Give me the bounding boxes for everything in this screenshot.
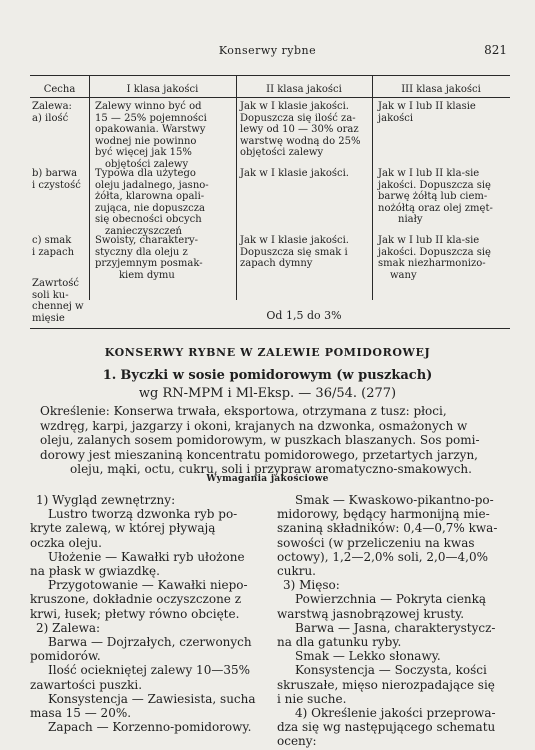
table-col-divider-3 [372, 75, 373, 300]
table-row-taste-feature [32, 235, 88, 258]
column-line: cukru. [277, 564, 316, 579]
product-title [0, 368, 535, 383]
column-line: warstwą jasnobrązowej krusty. [277, 606, 465, 621]
column-line: oceny: [277, 734, 317, 749]
product-number: 1. [102, 368, 117, 383]
feature-line: b) barwa [32, 168, 78, 179]
cell-line: Jak w I klasie jakości. [240, 168, 349, 179]
cell-line: barwę żółtą lub ciem- [378, 191, 488, 202]
definition-line: wzdręg, karpi, jazgarzy i okoni, krajanych na dzwonka, osmażonych w [40, 418, 468, 433]
column-line: masa 15 — 20%. [30, 706, 132, 721]
cell-line: Jak w I lub II kla-sie [378, 168, 480, 179]
column-line: midorowy, będący harmonijną mie- [277, 507, 490, 522]
definition-paragraph [40, 404, 502, 477]
cell-line: objętości zalewy [105, 158, 189, 170]
column-line: na dla gatunku ryby. [277, 635, 402, 650]
table-header-class-2: II klasa jakości [266, 84, 342, 95]
column-line: dza się wg następującego schematu [277, 720, 496, 735]
cell-line: styczny dla oleju z [95, 246, 188, 258]
cell-line: wodnej nie powinno [95, 135, 197, 147]
column-line: Barwa — Dojrzałych, czerwonych [48, 635, 252, 650]
table-row-salt-merged-value: Od 1,5 do 3% [266, 309, 342, 322]
column-line: Lustro tworzą dzwonka ryb po- [48, 507, 238, 522]
table-row-color-class3 [378, 168, 508, 226]
column-line: krwi, łusek; płetwy równo obcięte. [30, 606, 240, 621]
cell-line: jakości. Dopuszcza się [378, 179, 491, 191]
table-header-rule [30, 97, 510, 98]
column-line: sowości (w przeliczeniu na kwas [277, 535, 475, 550]
cell-line: się obecności obcych [95, 214, 202, 225]
cell-line: Typowa dla użytego [95, 168, 196, 179]
table-header-class-3: III klasa jakości [401, 84, 481, 95]
cell-line: zanieczyszczeń [105, 225, 182, 237]
column-line: zawartości puszki. [30, 677, 143, 692]
cell-line: Jak w I klasie jakości. [240, 101, 349, 112]
column-line: 4) Określenie jakości przeprowa- [295, 706, 496, 721]
column-line: Ułożenie — Kawałki ryb ułożone [48, 549, 245, 564]
column-line: 2) Zalewa: [36, 620, 101, 635]
table-col-divider-2 [236, 75, 237, 300]
table-row-quantity-class1 [95, 101, 233, 170]
cell-line: oleju jadalnego, jasno- [95, 179, 209, 191]
cell-line: zująca, nie dopuszcza [95, 202, 205, 214]
feature-line: Zalewa: [32, 101, 72, 112]
table-row-taste-class1 [95, 235, 233, 281]
cell-line: żółta, klarowna opali- [95, 191, 205, 202]
cell-line: Jak w I lub II kla-sie [378, 235, 480, 246]
cell-line: Zalewy winno być od [95, 101, 202, 112]
definition-line: oleju, mąki, octu, cukru, soli i przypraw aromatyczno-smakowych. [70, 462, 472, 476]
table-row-color-feature [32, 168, 88, 191]
column-line: pomidorów. [30, 649, 101, 664]
table-top-rule [30, 75, 510, 76]
column-line: Barwa — Jasna, charakterystycz- [295, 620, 496, 635]
table-header-cecha: Cecha [43, 84, 76, 95]
column-line: i nie suche. [277, 691, 347, 706]
column-line: Powierzchnia — Pokryta cienką [295, 592, 487, 607]
page-number: 821 [484, 43, 507, 57]
cell-line: niały [398, 214, 423, 225]
feature-line: i czystość [32, 179, 81, 191]
table-row-color-class1 [95, 168, 233, 237]
cell-line: Dopuszcza się ilość za- [240, 112, 356, 124]
table-row-quantity-feature [32, 101, 88, 124]
table-row-taste-class2 [240, 235, 370, 270]
column-line: szaniną składników: 0,4—0,7% kwa- [277, 521, 498, 536]
cell-line: opakowania. Warstwy [95, 124, 206, 135]
column-line: Konsystencja — Zawiesista, sucha [48, 691, 256, 706]
feature-line: c) smak [32, 235, 72, 246]
product-name: Byczki w sosie pomidorowym (w puszkach) [120, 368, 433, 383]
column-line: octowy), 1,2—2,0% soli, 2,0—4,0% [277, 549, 488, 564]
column-line: Smak — Lekko słonawy. [295, 649, 441, 664]
column-line: Konsystencja — Soczysta, kości [295, 663, 487, 678]
table-bottom-rule [30, 328, 510, 329]
product-standard: wg RN-MPM i Ml-Eksp. — 36/54. (277) [138, 386, 397, 401]
requirements-title: Wymagania jakościowe [206, 474, 329, 484]
definition-line: oleju, zalanych sosem pomidorowym, w puszkach blaszanych. Sos pomi- [40, 433, 480, 447]
definition-line: Określenie: Konserwa trwała, eksportowa, otrzymana z tusz: płoci, [40, 404, 447, 418]
feature-line: soli ku- [32, 289, 69, 301]
cell-line: kiem dymu [119, 269, 175, 281]
table-col-divider-1 [89, 75, 90, 300]
column-line: skruszałe, mięso nierozpadające się [277, 677, 495, 692]
column-line: Przygotowanie — Kawałki niepo- [48, 578, 248, 593]
cell-line: smak niezharmonizo- [378, 258, 486, 269]
column-line: 3) Mięso: [283, 578, 340, 593]
running-title: Konserwy rybne [218, 44, 317, 57]
cell-line: jakości [378, 112, 414, 124]
feature-line: chennej w [32, 301, 84, 312]
feature-line: mięsie [32, 312, 65, 324]
cell-line: wany [390, 269, 417, 281]
cell-line: przyjemnym posmak- [95, 258, 203, 269]
cell-line: 15 — 25% pojemności [95, 112, 207, 124]
feature-line: a) ilość [32, 112, 69, 124]
column-line: oczka oleju. [30, 535, 102, 550]
cell-line: objętości zalewy [240, 147, 324, 158]
table-header-class-1: I klasa jakości [126, 84, 199, 95]
table-row-taste-class3 [378, 235, 508, 281]
cell-line: Dopuszcza się smak i [240, 246, 348, 258]
section-title: KONSERWY RYBNE W ZALEWIE POMIDOROWEJ [104, 346, 431, 359]
table-row-quantity-class2 [240, 101, 370, 159]
feature-line: i zapach [32, 246, 75, 258]
cell-line: zapach dymny [240, 258, 313, 269]
cell-line: Jak w I lub II klasie [378, 101, 476, 112]
cell-line: lewy od 10 — 30% oraz [240, 124, 359, 135]
column-line: Smak — Kwaskowo-pikantno-po- [295, 493, 494, 507]
column-line: Ilość ociekniętej zalewy 10—35% [48, 663, 251, 678]
cell-line: nożółtą oraz olej zmęt- [378, 202, 493, 214]
left-column [30, 493, 260, 734]
cell-line: Swoisty, charaktery- [95, 235, 199, 246]
right-column [277, 493, 509, 749]
column-line: na płask w gwiazdkę. [30, 564, 160, 579]
column-line: kryte zalewą, w której pływają [30, 521, 216, 536]
table-row-color-class2 [240, 168, 370, 180]
column-line: kruszone, dokładnie oczyszczone z [30, 592, 242, 607]
column-line: 1) Wygląd zewnętrzny: [36, 493, 176, 507]
column-line: Zapach — Korzenno-pomidorowy. [48, 720, 252, 735]
table-row-salt-feature [32, 278, 90, 324]
definition-line: dorowy jest mieszaniną koncentratu pomidorowego, przetartych jarzyn, [40, 447, 478, 462]
cell-line: jakości. Dopuszcza się [378, 246, 491, 258]
cell-line: być więcej jak 15% [95, 147, 192, 158]
table-row-quantity-class3 [378, 101, 508, 124]
cell-line: warstwę wodną do 25% [240, 135, 361, 147]
cell-line: Jak w I klasie jakości. [240, 235, 349, 246]
feature-line: Zawrtość [32, 278, 80, 289]
